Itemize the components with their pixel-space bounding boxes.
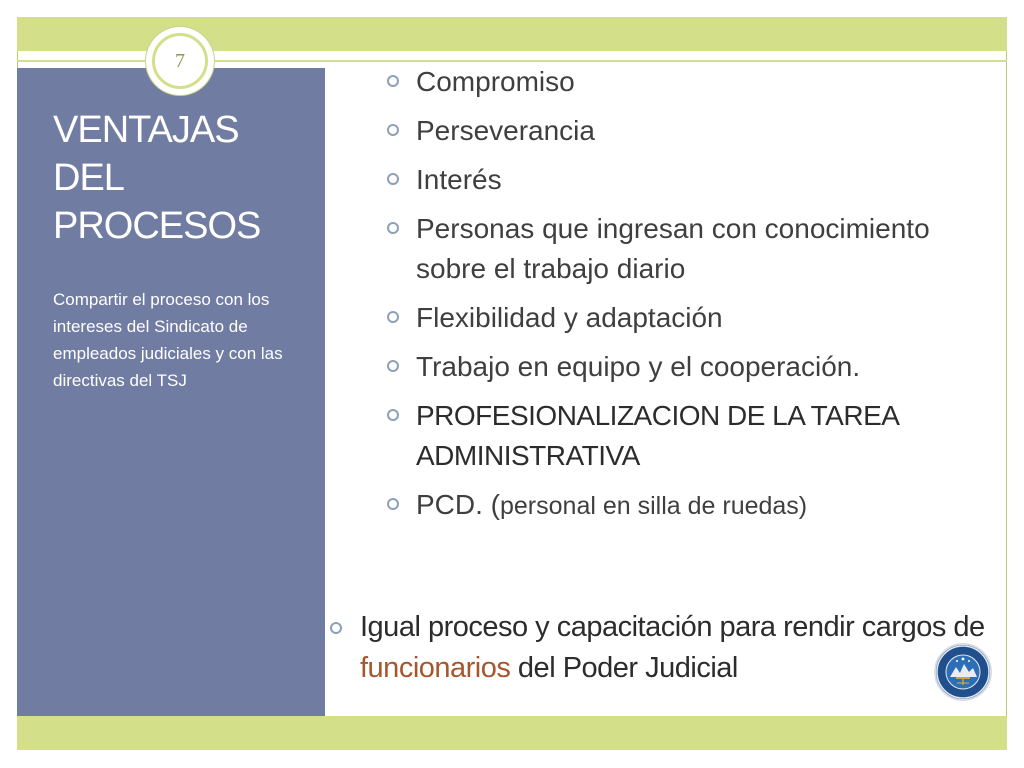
bullet-text: PROFESIONALIZACION DE LA TAREA ADMINISTRATIVA bbox=[416, 400, 898, 471]
bullet-item bbox=[384, 485, 984, 526]
bullet-list bbox=[384, 62, 984, 535]
bullet-text: Compromiso bbox=[416, 66, 575, 97]
bullet-item bbox=[384, 209, 984, 289]
bullet-text: Perseverancia bbox=[416, 115, 595, 146]
bullet-item bbox=[384, 62, 984, 102]
circle-bullet-icon bbox=[387, 360, 399, 372]
title-line: VENTAJAS bbox=[53, 109, 239, 151]
title-line: PROCESOS bbox=[53, 205, 261, 247]
bullet-text: Flexibilidad y adaptación bbox=[416, 302, 723, 333]
bottom-band bbox=[17, 716, 1007, 750]
slide-number: 7 bbox=[175, 49, 185, 72]
bullet-item bbox=[384, 160, 984, 200]
circle-bullet-icon bbox=[387, 222, 399, 234]
bullet-item bbox=[384, 396, 984, 476]
circle-bullet-icon bbox=[387, 409, 399, 421]
bullet-text-head: PCD. ( bbox=[416, 489, 500, 520]
circle-bullet-icon bbox=[387, 173, 399, 185]
bottom-bullet-accent: funcionarios bbox=[360, 652, 511, 684]
circle-bullet-icon bbox=[387, 75, 399, 87]
bullet-text-tail: personal en silla de ruedas) bbox=[500, 492, 808, 520]
bullet-item bbox=[384, 111, 984, 151]
bullet-item bbox=[384, 347, 984, 387]
bullet-text: Interés bbox=[416, 164, 502, 195]
slide-number-badge bbox=[146, 27, 214, 95]
bottom-bullet-text: Igual proceso y capacitación para rendir cargos de bbox=[360, 611, 985, 643]
circle-bullet-icon bbox=[387, 498, 399, 510]
circle-bullet-icon bbox=[387, 124, 399, 136]
seal-icon bbox=[936, 645, 990, 699]
bottom-bullet bbox=[330, 607, 1000, 689]
judicial-seal-logo bbox=[934, 643, 992, 701]
bullet-text: Trabajo en equipo y el cooperación. bbox=[416, 351, 861, 382]
bottom-bullet-text-end: del Poder Judicial bbox=[510, 652, 738, 684]
slide-title bbox=[53, 106, 313, 250]
slide-subtitle: Compartir el proceso con los intereses del Sindicato de empleados judiciales y con las directivas del TSJ bbox=[53, 290, 283, 390]
circle-bullet-icon bbox=[387, 311, 399, 323]
title-line: DEL bbox=[53, 157, 124, 199]
circle-bullet-icon bbox=[330, 622, 342, 634]
bullet-text: Personas que ingresan con conocimiento sobre el trabajo diario bbox=[416, 213, 930, 284]
bullet-item bbox=[384, 298, 984, 338]
